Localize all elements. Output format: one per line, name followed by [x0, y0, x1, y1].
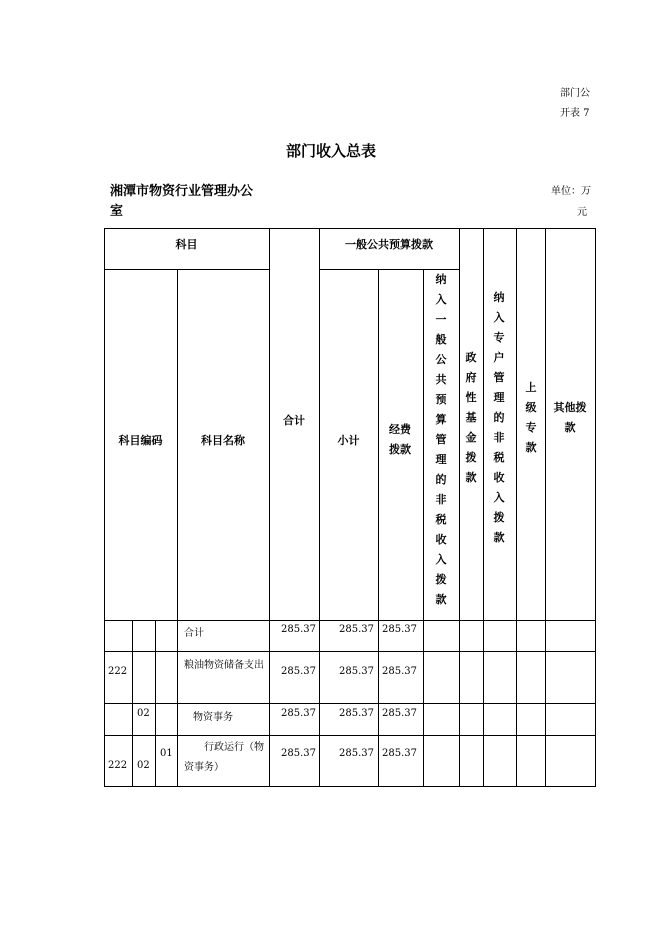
row-code-item: 02: [137, 760, 150, 771]
header-superior-special: 上级专款: [525, 381, 537, 454]
header-gov-fund: 政府性基金拨款: [465, 351, 477, 484]
row-total: 285.37: [281, 624, 316, 635]
row-code-class: 222: [108, 760, 128, 771]
form-code-line1: 部门公: [560, 88, 590, 99]
row-name: 粮油物资储备支出: [184, 660, 264, 671]
row-subtotal: 285.37: [339, 666, 374, 677]
header-subject-code: 科目编码: [118, 434, 163, 447]
header-general-budget: 一般公共预算拨款: [345, 238, 433, 251]
page-title: 部门收入总表: [285, 142, 376, 160]
header-subject: 科目: [175, 238, 198, 251]
header-nontax-general: 纳入一般公共预算管理的非税收入拨款: [435, 273, 447, 606]
row-code-item: 02: [137, 708, 150, 719]
row-total: 285.37: [281, 708, 316, 719]
row-funding: 285.37: [382, 666, 417, 677]
row-name: 合计: [184, 628, 204, 639]
org-name-line1: 湘潭市物资行业管理办公: [110, 184, 254, 199]
form-code-line2: 开表 7: [560, 108, 590, 119]
row-subtotal: 285.37: [339, 624, 374, 635]
unit-label-line2: 元: [577, 207, 587, 218]
header-subject-name: 科目名称: [201, 434, 245, 447]
row-name: 行政运行（物资事务）: [184, 742, 264, 773]
header-other: 其他拨款: [553, 401, 587, 434]
row-subtotal: 285.37: [339, 748, 374, 759]
header-nontax-special: 纳入专户管理的非税收入拨款: [493, 291, 505, 544]
unit-label-line1: 单位：万: [551, 186, 591, 197]
row-funding: 285.37: [382, 624, 417, 635]
header-funding: 经费拨款: [389, 423, 411, 456]
row-funding: 285.37: [382, 708, 417, 719]
row-code-subitem: 01: [160, 748, 173, 759]
row-total: 285.37: [281, 748, 316, 759]
header-total: 合计: [283, 414, 305, 427]
row-funding: 285.37: [382, 748, 417, 759]
row-total: 285.37: [281, 666, 316, 677]
org-name-line2: 室: [110, 204, 124, 219]
header-subtotal: 小计: [337, 434, 360, 447]
row-name: 物资事务: [193, 712, 233, 723]
row-subtotal: 285.37: [339, 708, 374, 719]
row-code-class: 222: [108, 666, 128, 677]
